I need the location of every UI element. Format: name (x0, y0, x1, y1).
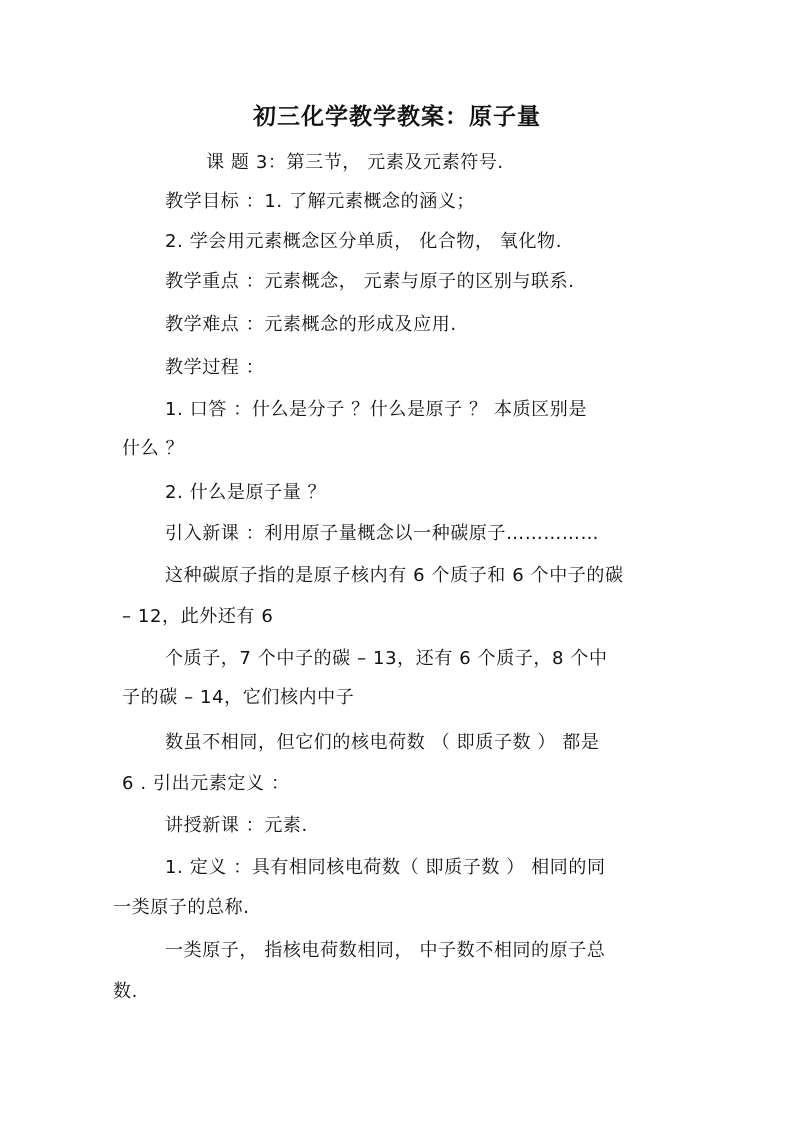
paragraph-line: 1. 口答 ：什么是分子 ？什么是原子 ？ 本质区别是 (165, 399, 587, 420)
lesson-topic-line: 课 题 3：第三节， 元素及元素符号. (206, 152, 504, 173)
objective-line-1: 教学目标 ：1. 了解元素概念的涵义； (165, 191, 476, 212)
paragraph-line: 讲授新课 ：元素. (165, 815, 308, 836)
paragraph-line: 一类原子的总称. (113, 897, 250, 918)
paragraph-line: 个质子，7 个中子的碳 – 13，还有 6 个质子，8 个中 (165, 648, 608, 669)
process-heading: 教学过程 ： (165, 357, 265, 378)
paragraph-line: 这种碳原子指的是原子核内有 6 个质子和 6 个中子的碳 (165, 565, 624, 586)
paragraph-line: 引入新课 ：利用原子量概念以一种碳原子…………… (165, 523, 600, 544)
paragraph-line: 6 . 引出元素定义 ： (122, 773, 290, 794)
paragraph-line: 数虽不相同，但它们的核电荷数 （ 即质子数 ） 都是 (165, 732, 600, 753)
difficulties-line: 教学难点 ：元素概念的形成及应用. (165, 314, 457, 335)
key-points-line: 教学重点 ：元素概念， 元素与原子的区别与联系. (165, 271, 575, 292)
paragraph-line: 一类原子， 指核电荷数相同， 中子数不相同的原子总 (165, 940, 606, 961)
paragraph-line: 1. 定义 ：具有相同核电荷数（ 即质子数 ） 相同的同 (165, 857, 606, 878)
paragraph-line: 子的碳 – 14，它们核内中子 (122, 687, 355, 708)
paragraph-line: – 12，此外还有 6 (122, 606, 274, 627)
objective-line-2: 2. 学会用元素概念区分单质， 化合物， 氧化物. (165, 231, 563, 252)
paragraph-line: 2. 什么是原子量 ？ (165, 482, 327, 503)
paragraph-line: 数. (113, 981, 138, 1002)
document-title: 初三化学教学教案：原子量 (253, 103, 541, 130)
paragraph-line: 什么 ？ (122, 438, 185, 459)
